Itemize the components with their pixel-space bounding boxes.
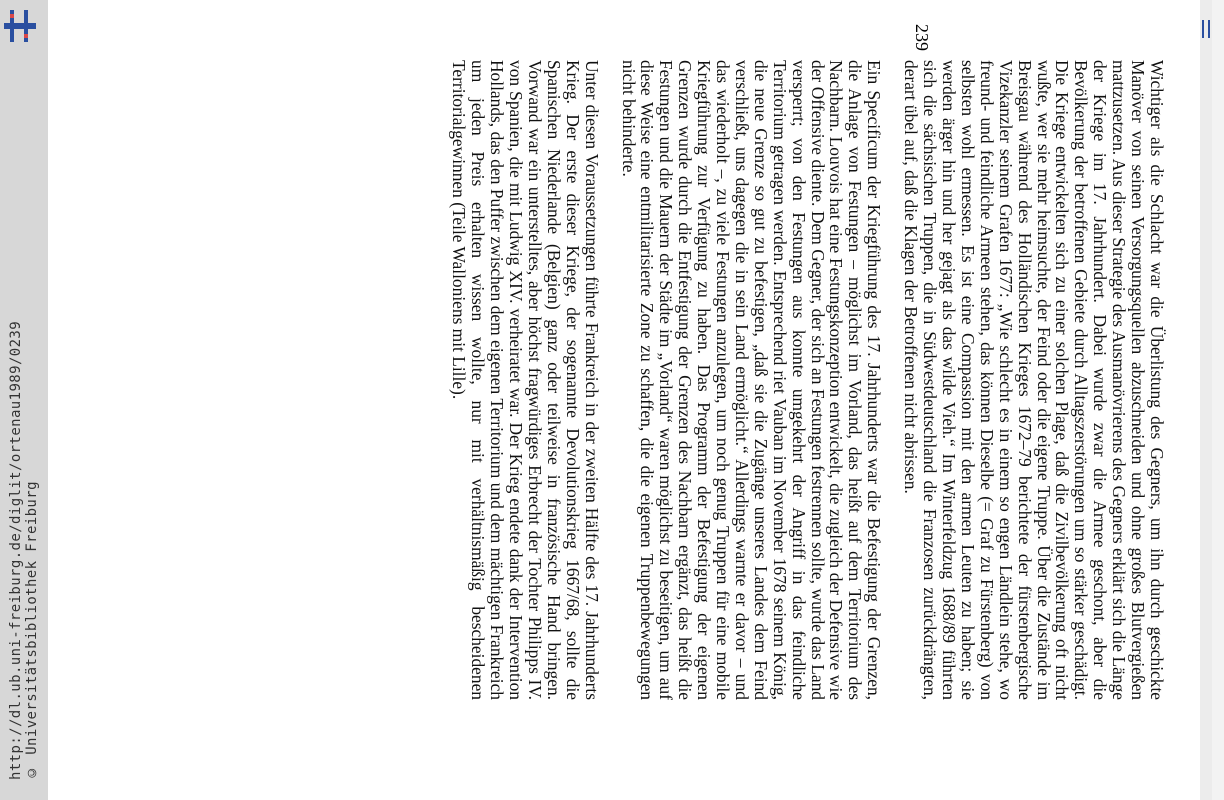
page-text <box>431 60 1166 700</box>
paragraph-3: Unter diesen Voraussetzungen führte Frankreich in der zweiten Hälfte des 17. Jahrhunderts Krieg. Der erste dieser Kriege, der sogenannte Devolutionskrieg 1667/68, sollte die Spanischen Niederlande (Belgien) ganz oder teilweise in französische Hand bringen. Vorwand war ein unterstelltes, aber höchst fragwürdiges Erbrecht der Tochter Philipps IV. von Spanien, die mit Ludwig XIV. verheiratet war. Der Krieg endete dank der Intervention Hollands, das den Puffer zwischen dem eigenen Territorium und dem mächtigen Frankreich um jeden Preis erhalten wissen wollte, nur mit verhältnismäßig bescheidenen Territorialgewinnen (Teile Walloniens mit Lille). <box>449 60 602 700</box>
viewer-sidebar <box>0 0 48 800</box>
paragraph-1: Wichtiger als die Schlacht war die Überlistung des Gegners, um ihn durch geschickte Manöver von seinen Versorgungsquellen abzuschneiden und ohne großes Blutvergießen mattzusetzen. Aus dieser Strategie des Ausmanövrierens des Gegners erklärt sich die Länge der Kriege im 17. Jahrhundert. Dabei wurde zwar die Armee geschont, aber die Bevölkerung der betroffenen Gebiete durch Alltagszerstörungen um so stärker geschädigt. Die Kriege entwickelten sich zu einer solchen Plage, daß die Zivilbevölkerung oft nicht wußte, wer sie mehr heimsuchte, der Feind oder die eigene Truppe. Über die Zustände im Breisgau während des Holländischen Krieges 1672–79 berichtete der fürstenbergische Vizekanzler seinem Grafen 1677: „Wie schlecht es in einem so engen Ländlein stehe, wo freund- und feindliche Armeen stehen, das können Dieselbe (= Graf zu Fürstenberg) von selbsten wohl ermessen. Es ist eine Compassion mit den armen Leuten zu haben; sie werden ärger hin und her gejagt als das wilde Vieh.“ Im Winterfeldzug 1688/89 führten sich die sächsischen Truppen, die in Südwestdeutschland die Franzosen zurückdrängten, derart übel auf, daß die Klagen der Betroffenen nicht abrissen. <box>901 60 1167 700</box>
page-number: 239 <box>912 24 932 51</box>
library-logo-icon <box>0 6 40 46</box>
paragraph-2: Ein Specificum der Kriegführung des 17. Jahrhunderts war die Befestigung der Grenzen, die Anlage von Festungen – möglichst im Vorland, das heißt auf dem Territorium des Nachbarn. Louvois hat eine Festungskonzeption entwickelt, die zugleich der Defensive wie der Offensive diente. Dem Gegner, der sich an Festungen festrennen sollte, wurde das Land versperrt; von den Festungen aus konnte umgekehrt der Angriff in das feindliche Territorium getragen werden. Entsprechend riet Vauban im November 1678 seinem König, die neue Grenze so gut zu befestigen, „daß sie die Zugänge unseres Landes dem Feind verschließt, uns dagegen die in sein Land ermöglicht.“ Allerdings warnte er davor – und das wiederholt –, zu viele Festungen anzulegen, um noch genug Truppen für eine mobile Kriegführung zur Verfügung zu haben. Das Programm der Befestigung der eigenen Grenzen wurde durch die Entfestigung der Grenzen des Nachbarn ergänzt, das heißt die Festungen und die Mauern der Städte im „Vorland“ waren möglichst zu beseitigen, um auf diese Weise eine entmilitarisierte Zone zu schaffen, die die eigenen Truppenbewegungen nicht behinderte. <box>618 60 885 700</box>
source-url-and-copyright <box>8 120 40 780</box>
page-edge-mark <box>1202 20 1210 38</box>
page-edge <box>1200 0 1212 800</box>
copyright: © Universitätsbibliothek Freiburg <box>24 481 40 780</box>
source-url: http://dl.ub.uni-freiburg.de/diglit/ortenau1989/0239 <box>8 320 24 780</box>
scanned-page <box>48 0 1212 800</box>
